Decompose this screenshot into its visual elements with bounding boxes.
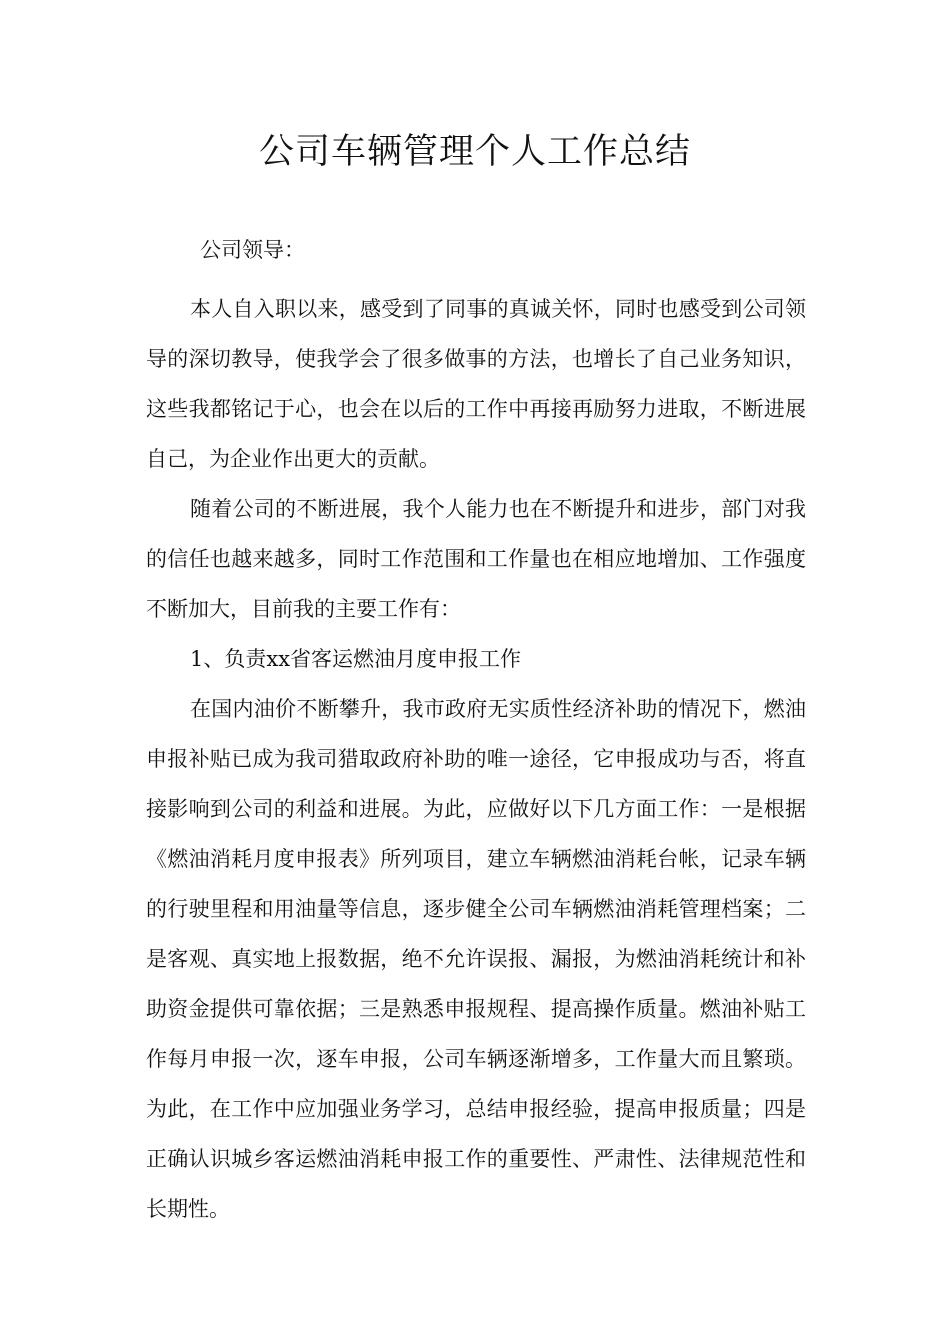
section-heading-fuel-report: 1、负责xx省客运燃油月度申报工作 bbox=[190, 647, 522, 671]
salutation: 公司领导： bbox=[200, 238, 305, 262]
document-title: 公司车辆管理个人工作总结 bbox=[258, 132, 691, 172]
paragraph-responsibilities: 随着公司的不断进展，我个人能力也在不断提升和进步，部门对我的信任也越来越多，同时工作范围和工作量也在相应地增加、工作强度不断加大，目前我的主要工作有： bbox=[146, 497, 806, 621]
document-body bbox=[146, 284, 806, 1234]
paragraph-intro: 本人自入职以来，感受到了同事的真诚关怀，同时也感受到公司领导的深切教导，使我学会了很多做事的方法，也增长了自己业务知识，这些我都铭记于心，也会在以后的工作中再接再励努力进取，不断进展自己，为企业作出更大的贡献。 bbox=[146, 297, 806, 471]
paragraph-fuel-report: 在国内油价不断攀升，我市政府无实质性经济补助的情况下，燃油申报补贴已成为我司猎取政府补助的唯一途径，它申报成功与否，将直接影响到公司的利益和进展。为此，应做好以下几方面工作：一是根据《燃油消耗月度申报表》所列项目，建立车辆燃油消耗台帐，记录车辆的行驶里程和用油量等信息，逐步健全公司车辆燃油消耗管理档案；二是客观、真实地上报数据，绝不允许误报、漏报，为燃油消耗统计和补助资金提供可靠依据；三是熟悉申报规程、提高操作质量。燃油补贴工作每月申报一次，逐车申报，公司车辆逐渐增多，工作量大而且繁琐。为此，在工作中应加强业务学习，总结申报经验，提高申报质量；四是正确认识城乡客运燃油消耗申报工作的重要性、严肃性、法律规范性和长期性。 bbox=[146, 697, 806, 1221]
